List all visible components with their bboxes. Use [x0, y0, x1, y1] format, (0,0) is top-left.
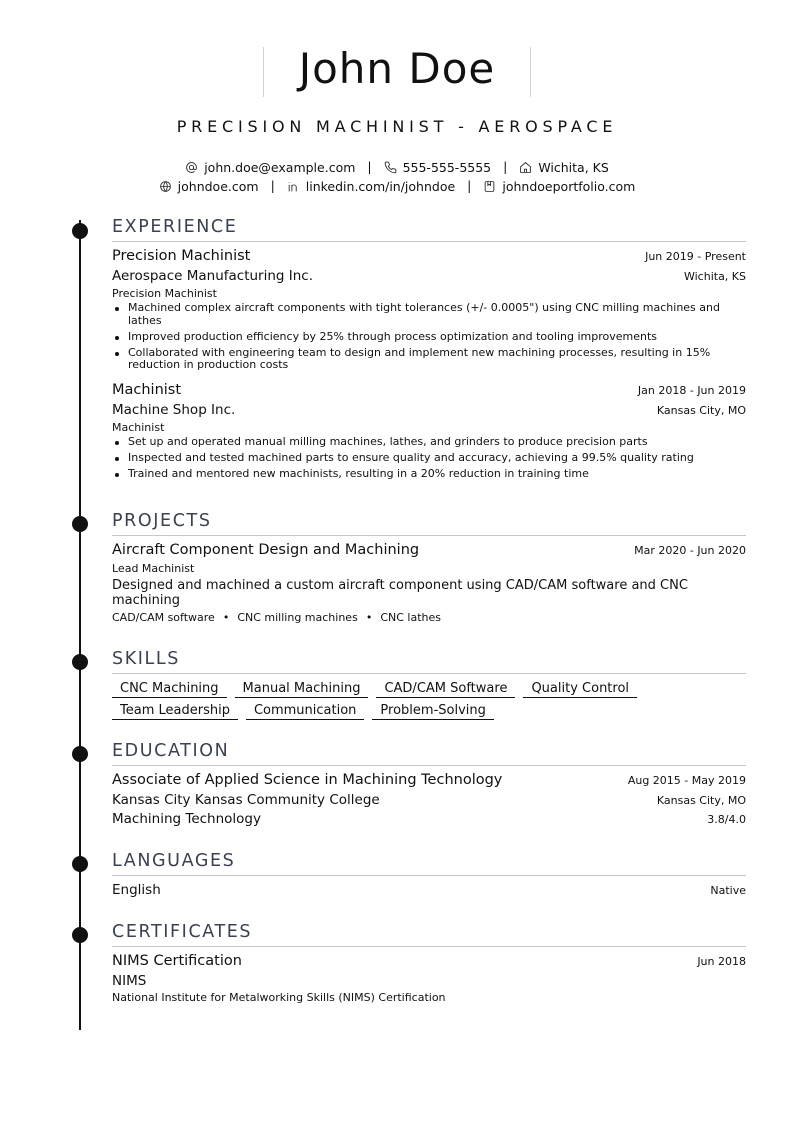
- education-location: Kansas City, MO: [656, 794, 746, 807]
- job-entry: [112, 382, 746, 481]
- certificate-issuer: NIMS: [112, 973, 147, 989]
- education-section: [112, 739, 746, 830]
- section-title: CERTIFICATES: [112, 922, 253, 942]
- projects-section: [112, 509, 746, 624]
- education-entry: [112, 772, 746, 830]
- project-keywords: [112, 611, 746, 624]
- contact-separator: |: [503, 159, 508, 174]
- job-company: Machine Shop Inc.: [112, 401, 236, 418]
- job-subtitle: Machinist: [112, 420, 165, 434]
- contact-separator: |: [467, 178, 472, 193]
- job-dates: Jun 2019 - Present: [645, 250, 746, 263]
- list-item: Trained and mentored new machinists, resulting in a 20% reduction in training time: [112, 468, 746, 481]
- keyword-separator: •: [365, 611, 373, 624]
- job-position: Machinist: [112, 381, 182, 398]
- skill-tag: Manual Machining: [235, 681, 369, 698]
- portfolio-icon: [483, 180, 496, 193]
- language-name: English: [112, 882, 161, 898]
- project-name: Aircraft Component Design and Machining: [112, 542, 420, 558]
- list-item: Collaborated with engineering team to design and implement new machining processes, resulting in 15% reduction in production costs: [112, 347, 746, 372]
- job-bullets: [112, 302, 746, 372]
- contact-line-1: [0, 159, 794, 175]
- globe-icon: [159, 180, 172, 193]
- skill-tag: CAD/CAM Software: [376, 681, 515, 698]
- list-item: Set up and operated manual milling machines, lathes, and grinders to produce precision parts: [112, 436, 746, 449]
- project-entry: [112, 542, 746, 624]
- section-divider: [112, 946, 746, 947]
- contact-separator: |: [270, 178, 275, 193]
- language-fluency: Native: [710, 884, 746, 897]
- section-divider: [112, 673, 746, 674]
- project-description: Designed and machined a custom aircraft component using CAD/CAM software and CNC machining: [112, 578, 688, 608]
- contact-linkedin[interactable]: [287, 179, 455, 194]
- education-school: Kansas City Kansas Community College: [112, 792, 380, 808]
- section-title: SKILLS: [112, 649, 180, 669]
- list-item: Improved production efficiency by 25% through process optimization and tooling improvements: [112, 331, 746, 344]
- name-frame: [263, 44, 531, 97]
- certificate-date: Jun 2018: [697, 955, 746, 968]
- skills-list: [112, 681, 672, 725]
- phone-text: 555-555-5555: [402, 160, 492, 175]
- section-divider: [112, 241, 746, 242]
- job-position: Precision Machinist: [112, 248, 251, 264]
- certificate-name: NIMS Certification: [112, 953, 242, 969]
- contact-website[interactable]: [159, 179, 259, 194]
- home-icon: [519, 161, 532, 174]
- email-text: john.doe@example.com: [204, 160, 356, 175]
- linkedin-text: linkedin.com/in/johndoe: [305, 179, 456, 194]
- list-item: Machined complex aircraft components with tight tolerances (+/- 0.0005") using CNC milling machines and lathes: [112, 302, 746, 327]
- list-item: Inspected and tested machined parts to ensure quality and accuracy, achieving a 99.5% quality rating: [112, 452, 746, 465]
- section-divider: [112, 535, 746, 536]
- languages-section: [112, 849, 746, 902]
- skill-tag: Quality Control: [523, 681, 637, 698]
- education-degree: Associate of Applied Science in Machining Technology: [112, 772, 503, 788]
- contact-line-2: [0, 178, 794, 194]
- project-role: Lead Machinist: [112, 562, 195, 575]
- keyword: CNC milling machines: [237, 611, 358, 624]
- keyword-separator: •: [222, 611, 230, 624]
- job-company: Aerospace Manufacturing Inc.: [112, 268, 314, 284]
- phone-icon: [384, 161, 397, 174]
- timeline-dot: [72, 654, 88, 670]
- education-field: Machining Technology: [112, 811, 261, 827]
- timeline-line: [79, 220, 81, 1030]
- contact-location: [519, 160, 608, 175]
- project-dates: Mar 2020 - Jun 2020: [634, 544, 746, 557]
- skills-section: [112, 647, 746, 725]
- certificates-section: [112, 920, 746, 1004]
- section-title: PROJECTS: [112, 511, 212, 531]
- contact-email[interactable]: [185, 160, 355, 175]
- job-location: Kansas City, MO: [656, 403, 746, 417]
- linkedin-icon: [287, 180, 300, 193]
- education-gpa: 3.8/4.0: [707, 813, 746, 826]
- contact-portfolio[interactable]: [483, 179, 635, 194]
- job-bullets: [112, 436, 746, 481]
- section-divider: [112, 875, 746, 876]
- section-title: LANGUAGES: [112, 851, 236, 871]
- timeline-dot: [72, 746, 88, 762]
- section-divider: [112, 765, 746, 766]
- skill-tag: CNC Machining: [112, 681, 227, 698]
- job-subtitle: Precision Machinist: [112, 287, 217, 300]
- skill-tag: Communication: [246, 703, 364, 720]
- certificate-description: National Institute for Metalworking Skills (NIMS) Certification: [112, 991, 446, 1004]
- candidate-name: John Doe: [298, 44, 496, 93]
- website-text: johndoe.com: [177, 179, 259, 194]
- job-entry: [112, 248, 746, 372]
- location-text: Wichita, KS: [538, 160, 609, 175]
- section-title: EXPERIENCE: [112, 217, 238, 237]
- timeline-dot: [72, 927, 88, 943]
- contact-separator: |: [367, 159, 372, 174]
- keyword: CAD/CAM software: [112, 611, 215, 624]
- job-location: Wichita, KS: [683, 270, 746, 283]
- experience-section: [112, 215, 746, 484]
- keyword: CNC lathes: [380, 611, 441, 624]
- language-entry: [112, 882, 746, 902]
- skill-tag: Team Leadership: [112, 703, 238, 720]
- certificate-entry: [112, 953, 746, 1004]
- timeline-dot: [72, 223, 88, 239]
- education-dates: Aug 2015 - May 2019: [627, 774, 746, 787]
- contact-phone[interactable]: [384, 160, 492, 175]
- candidate-role: PRECISION MACHINIST - AEROSPACE: [176, 117, 618, 136]
- timeline-dot: [72, 856, 88, 872]
- timeline-dot: [72, 516, 88, 532]
- skill-tag: Problem-Solving: [372, 703, 493, 720]
- job-dates: Jan 2018 - Jun 2019: [637, 383, 746, 397]
- section-title: EDUCATION: [112, 741, 230, 761]
- at-sign-icon: [185, 161, 198, 174]
- portfolio-text: johndoeportfolio.com: [502, 179, 636, 194]
